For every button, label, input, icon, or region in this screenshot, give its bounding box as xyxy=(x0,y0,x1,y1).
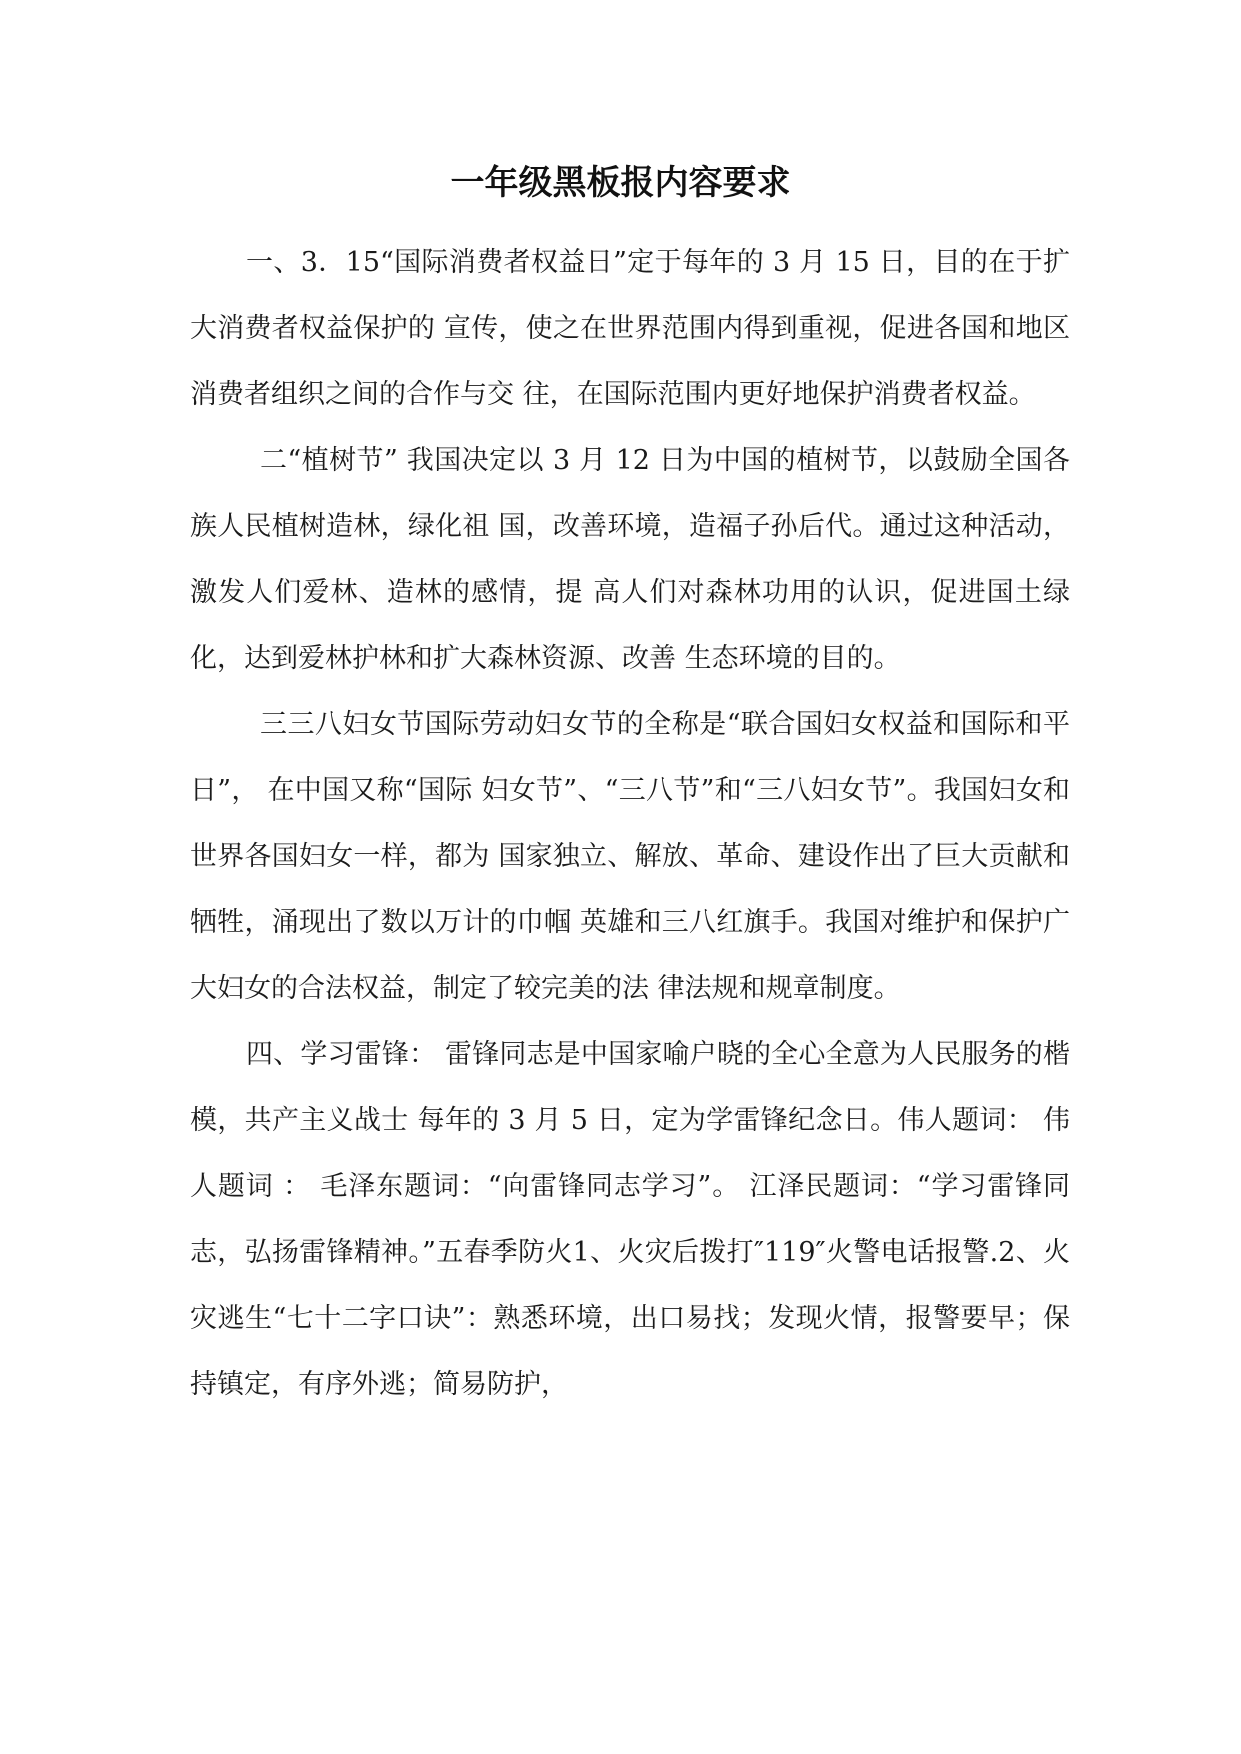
paragraph-consumer-rights-day: 一、3．15“国际消费者权益日”定于每年的 3 月 15 日，目的在于扩大消费者权益保护的 宣传，使之在世界范围内得到重视，促进各国和地区消费者组织之间的合作与交 往，在国际范围内更好地保护消费者权益。 xyxy=(190,247,1070,410)
document-title: 一年级黑板报内容要求 xyxy=(450,163,791,203)
paragraph-arbor-day: 二“植树节” 我国决定以 3 月 12 日为中国的植树节，以鼓励全国各族人民植树造林，绿化祖 国，改善环境，造福子孙后代。通过这种活动，激发人们爱林、造林的感情，提 高人们对森林功用的认识，促进国土绿化，达到爱林护林和扩大森林资源、改善 生态环境的目的。 xyxy=(190,445,1070,674)
paragraph-womens-day: 三三八妇女节国际劳动妇女节的全称是“联合国妇女权益和国际和平日”， 在中国又称“国际 妇女节”、“三八节”和“三八妇女节”。我国妇女和世界各国妇女一样，都为 国家独立、解放、革命、建设作出了巨大贡献和牺牲，涌现出了数以万计的巾帼 英雄和三八红旗手。我国对维护和保护广大妇女的合法权益，制定了较完美的法 律法规和规章制度。 xyxy=(190,709,1070,1004)
document-body xyxy=(190,230,1070,1418)
paragraph-learn-from-lei-feng: 四、学习雷锋： 雷锋同志是中国家喻户晓的全心全意为人民服务的楷模，共产主义战士 每年的 3 月 5 日，定为学雷锋纪念日。伟人题词： 伟人题词 ： 毛泽东题词：“向雷锋同志学习”。 江泽民题词：“学习雷锋同志，弘扬雷锋精神。”五春季防火1、火灾后拨打″119″火警电话报警.2、火灾逃生“七十二字口诀”：熟悉环境，出口易找；发现火情，报警要早；保持镇定，有序外逃；简易防护， xyxy=(190,1039,1070,1400)
